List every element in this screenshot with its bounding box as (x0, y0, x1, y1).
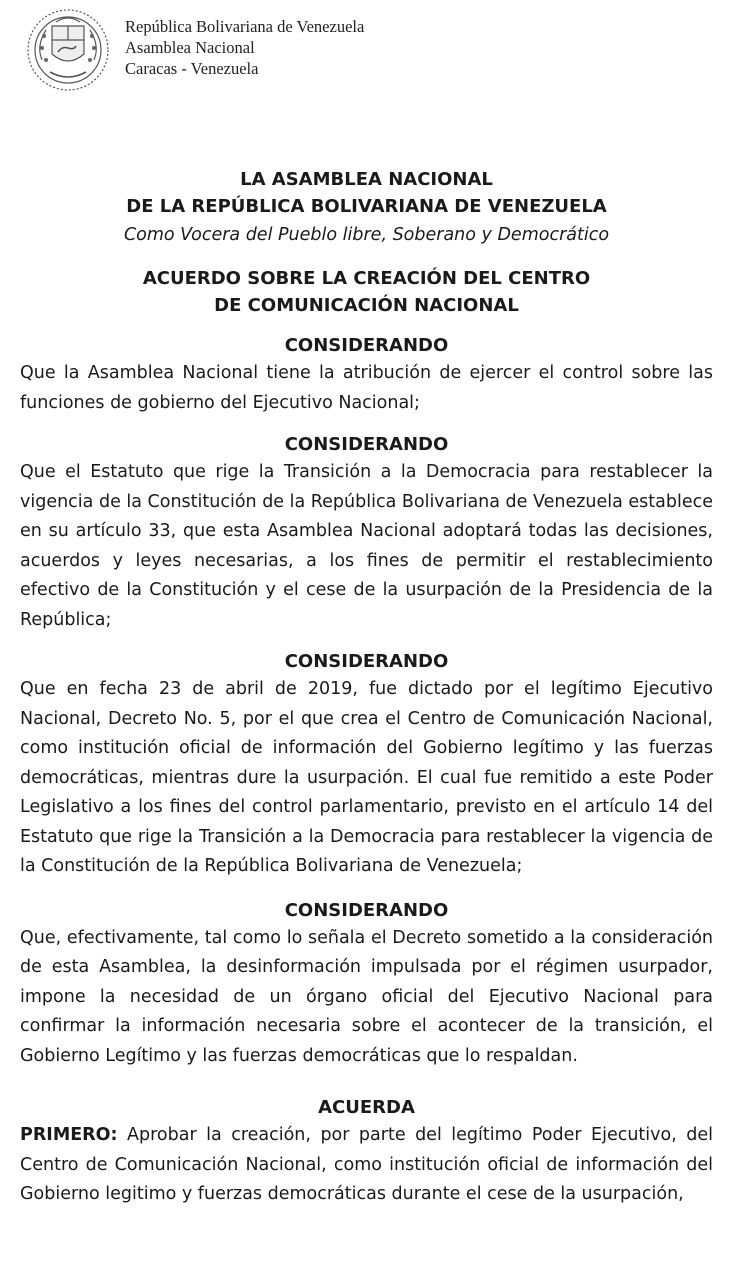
assembly-header (20, 166, 713, 220)
issuer-institution: Asamblea Nacional (125, 38, 255, 57)
agreement-title-line-2: DE COMUNICACIÓN NACIONAL (214, 295, 519, 316)
section-heading: CONSIDERANDO (284, 899, 449, 921)
issuer-city: Caracas - Venezuela (125, 59, 259, 78)
document-body (20, 166, 713, 1210)
header-line-2: DE LA REPÚBLICA BOLIVARIANA DE VENEZUELA (126, 196, 607, 217)
coat-of-arms-seal-icon (22, 2, 114, 94)
agreement-title-line-1: ACUERDO SOBRE LA CREACIÓN DEL CENTRO (142, 268, 591, 289)
section-paragraph: Que la Asamblea Nacional tiene la atribución de ejercer el control sobre las funciones de gobierno del Ejecutivo Nacional; (20, 363, 713, 413)
section-paragraph: Que en fecha 23 de abril de 2019, fue dictado por el legítimo Ejecutivo Nacional, Decreto No. 5, por el que crea el Centro de Comunicación Nacional, como institución oficial de información del Gobierno legítimo y las fuerzas democráticas, mientras dure la usurpación. El cual fue remitido a este Poder Legislativo a los fines del control parlamentario, previsto en el artículo 14 del Estatuto que rige la Transición a la Democracia para restablecer la vigencia de la Constitución de la República Bolivariana de Venezuela; (20, 679, 713, 876)
section-paragraph: Que el Estatuto que rige la Transición a la Democracia para restablecer la vigencia de la Constitución de la República Bolivariana de Venezuela establece en su artículo 33, que esta Asamblea Nacional adoptará todas las decisiones, acuerdos y leyes necesarias, a los fines de permitir el restablecimiento efectivo de la Constitución y el cese de la usurpación de la Presidencia de la República; (20, 462, 714, 630)
primero-text: Aprobar la creación, por parte del legítimo Poder Ejecutivo, del Centro de Comunicación Nacional, como institución oficial de información del Gobierno legitimo y fuerzas democráticas durante el cese de la usurpación, (20, 1125, 713, 1204)
issuer-block (125, 16, 364, 79)
section-heading: CONSIDERANDO (284, 335, 449, 356)
section-paragraph: Que, efectivamente, tal como lo señala el Decreto sometido a la consideración de esta Asamblea, la desinformación impulsada por el régimen usurpador, impone la necesidad de un órgano oficial del Ejecutivo Nacional para confirmar la información necesaria sobre el acontecer de la transición, el Gobierno Legítimo y las fuerzas democráticas que lo respaldan. (20, 927, 713, 1066)
acuerda-heading: ACUERDA (318, 1097, 415, 1118)
header-line-1: LA ASAMBLEA NACIONAL (240, 169, 493, 190)
letterhead (22, 2, 732, 96)
issuer-country: República Bolivariana de Venezuela (125, 17, 365, 36)
agreement-title (20, 265, 713, 319)
section-heading: CONSIDERANDO (284, 434, 449, 455)
section-heading: CONSIDERANDO (284, 651, 449, 672)
header-subtitle: Como Vocera del Pueblo libre, Soberano y Democrático (123, 225, 610, 245)
primero-label: PRIMERO: (20, 1125, 118, 1145)
primero-paragraph (20, 1121, 713, 1210)
